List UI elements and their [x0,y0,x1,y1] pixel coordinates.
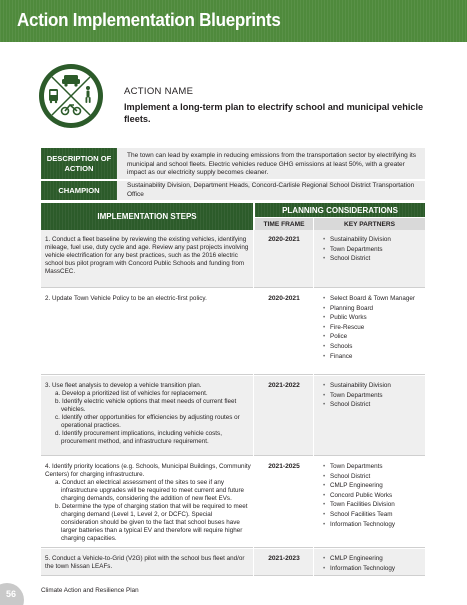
table-row [41,230,425,288]
step-text: 5. Conduct a Vehicle-to-Grid (V2G) pilot with the school bus fleet and/or the town Nissan LEAFs. [45,555,245,570]
champion-row [41,181,425,200]
partner-item: • Town Facilities Division [323,501,423,509]
partner-item: • Public Works [323,314,423,322]
time-frame-header: TIME FRAME [255,218,313,230]
time-frame: 2021-2025 [268,463,300,470]
step-text [45,382,251,446]
partner-item: • Town Departments [323,463,423,471]
column-divider [253,230,254,576]
partners-list [323,555,423,574]
time-frame: 2021-2022 [268,382,300,389]
time-frame: 2021-2023 [268,555,300,562]
partner-item: • School Facilities Team [323,511,423,519]
table-row [41,376,425,456]
partner-item: • School District [323,401,423,409]
action-name-label: ACTION NAME [124,86,194,97]
partner-item: • Finance [323,353,423,361]
step-main: 4. Identify priority locations (e.g. Schools, Municipal Buildings, Community Centers) for charging infrastructure. [45,463,251,478]
partners-list [323,382,423,411]
header-banner [0,0,467,42]
partner-item: • Planning Board [323,305,423,313]
champion-text: Sustainability Division, Department Heads, Concord-Carlisle Regional School District Transportation Office [127,182,415,198]
table-row [41,457,425,548]
page-number: 56 [0,583,24,605]
planning-header: PLANNING CONSIDERATIONS [255,203,425,217]
time-frame: 2020-2021 [268,236,300,243]
step-sub: d. Identify procurement implications, including vehicle costs, procurement method, and infrastructure requirement. [55,430,222,445]
step-text: 1. Conduct a fleet baseline by reviewing the existing vehicles, identifying mileage, fuel use, duty cycle and age. Review any past projects involving vehicle electrification for any best practices, such as the 2016 electric school bus pilot program with Concord Public Schools and funding from MassCEC. [45,236,249,275]
partner-item: • Sustainability Division [323,382,423,390]
partner-item: • Police [323,333,423,341]
step-text: 2. Update Town Vehicle Policy to be an electric-first policy. [45,295,207,302]
step-main: 3. Use fleet analysis to develop a vehicle transition plan. [45,382,202,389]
transportation-emblem-icon [38,63,104,129]
partner-item: • Fire-Rescue [323,324,423,332]
partner-item: • CMLP Engineering [323,555,423,563]
partner-item: • CMLP Engineering [323,482,423,490]
step-sub: b. Determine the type of charging station that will be required to meet charging demand (Level 1, Level 2, or DCFC). Special consideration should be given to the fact that school buses have larger batteries than a typical EV and therefore will require higher charging capacities. [55,503,248,542]
partners-list [323,463,423,530]
champion-heading: CHAMPION [41,181,117,200]
partner-item: • School District [323,473,423,481]
time-frame: 2020-2021 [268,295,300,302]
partner-item: • Select Board & Town Manager [323,295,423,303]
partner-item: • Information Technology [323,565,423,573]
description-text: The town can lead by example in reducing emissions from the transportation sector by electrifying its municipal and school fleets. Electric vehicles reduce GHG emissions at least 50%, with a greater impact as our electricity supply becomes cleaner. [127,152,417,176]
partner-item: • Town Departments [323,246,423,254]
step-text [45,463,251,543]
page-title: Action Implementation Blueprints [17,9,281,30]
partners-list [323,295,423,362]
partner-item: • Information Technology [323,521,423,529]
partner-item: • Sustainability Division [323,236,423,244]
description-heading: DESCRIPTION OF ACTION [41,148,117,179]
partner-item: • School District [323,255,423,263]
description-row [41,148,425,179]
key-partners-header: KEY PARTNERS [314,218,425,230]
partners-list [323,236,423,265]
implementation-table [41,203,425,576]
table-row [41,289,425,375]
steps-header: IMPLEMENTATION STEPS [41,203,253,230]
action-name-title: Implement a long-term plan to electrify school and municipal vehicle fleets. [124,102,424,124]
step-sub: a. Conduct an electrical assessment of the sites to see if any infrastructure upgrades will be required to meet current and future charging demands, considering the addition of new fleet EVs. [55,479,245,502]
step-sub: a. Develop a prioritized list of vehicles for replacement. [55,390,208,397]
table-row [41,549,425,576]
partner-item: • Town Departments [323,392,423,400]
partner-item: • Concord Public Works [323,492,423,500]
partner-item: • Schools [323,343,423,351]
step-sub: c. Identify other opportunities for efficiencies by adjusting routes or operational practices. [55,414,240,429]
column-divider [313,230,314,576]
footer-text: Climate Action and Resilience Plan [41,587,139,594]
step-sub: b. Identify electric vehicle options that meet needs of current fleet vehicles. [55,398,237,413]
